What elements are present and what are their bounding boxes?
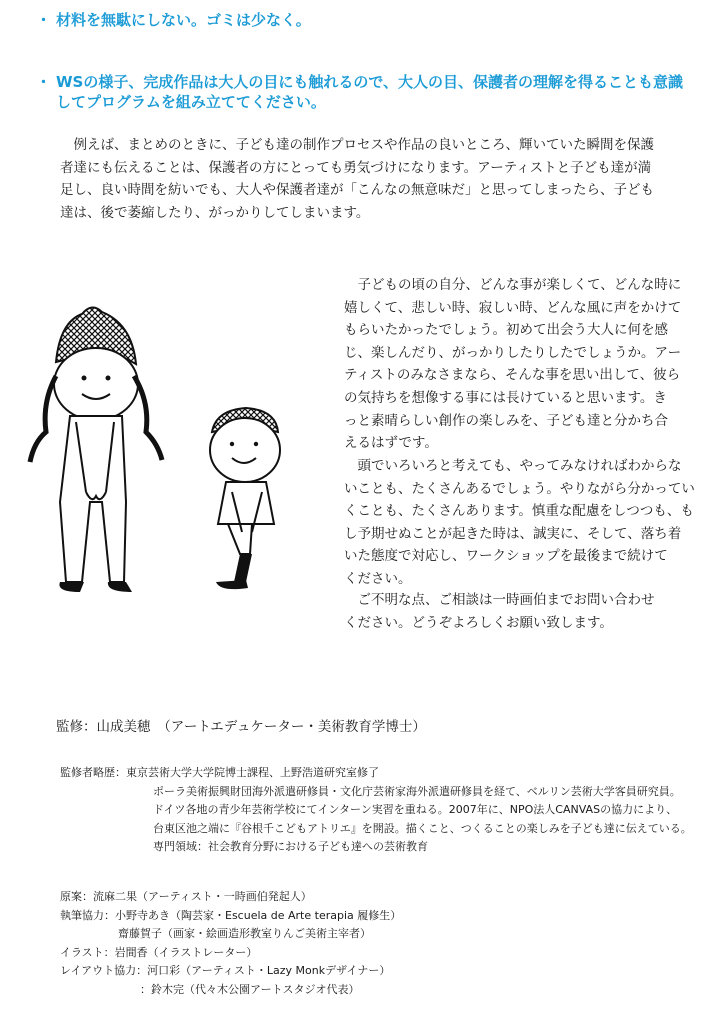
paragraph-line: もらいたかったでしょう。初めて出会う大人に何を感 bbox=[344, 322, 668, 339]
paragraph-line: えるはずです。 bbox=[344, 435, 438, 452]
credit-line: イラスト：岩間香（イラストレーター） bbox=[60, 945, 258, 959]
bullet-no-waste bbox=[36, 10, 696, 30]
paragraph-line: ご不明な点、ご相談は一時画伯までお問い合わせ bbox=[344, 592, 655, 608]
bullet-mark: ・ bbox=[36, 11, 52, 29]
paragraph-line: 子どもの頃の自分、どんな事が楽しくて、どんな時に bbox=[344, 277, 682, 293]
paragraph-line: くことも、たくさんあります。慎重な配慮をしつつも、も bbox=[344, 503, 694, 520]
credits-list bbox=[60, 888, 710, 999]
credit-line: レイアウト協力：河口彩（アーティスト・Lazy Monkデザイナー） bbox=[60, 964, 391, 977]
credit-line: 原案：流麻二果（アーティスト・一時画伯発起人） bbox=[60, 890, 312, 903]
try-it-paragraph bbox=[344, 455, 704, 591]
paragraph-line: し予期せぬことが起きた時は、誠実に、そして、落ち着 bbox=[344, 525, 682, 542]
credit-line: 齋藤賀子（画家・絵画造形教室りんご美術主宰者） bbox=[118, 927, 371, 940]
profile-line: 監修者略歴：東京芸術大学大学院博士課程、上野浩道研究室修了 bbox=[60, 766, 379, 779]
paragraph-line: 達は、後で萎縮したり、がっかりしてしまいます。 bbox=[60, 204, 370, 221]
paragraph-line: 頭でいろいろと考えても、やってみなければわからな bbox=[344, 458, 682, 474]
credit-line: ：鈴木完（代々木公園アートスタジオ代表） bbox=[140, 982, 360, 996]
supervisor-line: 監修：山成美穂 （アートエデュケーター・美術教育学博士） bbox=[56, 719, 426, 735]
paragraph-line: 者達にも伝えることは、保護者の方にとっても勇気づけになります。アーティストと子ども達が満 bbox=[60, 159, 652, 176]
paragraph-line: っと素晴らしい創作の楽しみを、子ども達と分かち合 bbox=[344, 412, 668, 429]
paragraph-line: 足し、良い時間を紡いでも、大人や保護者達が「こんなの無意味だ」と思ってしまったら、子ども bbox=[60, 182, 654, 199]
profile-line: ドイツ各地の青少年芸術学校にてインターン実習を重ねる。2007年に、NPO法人CANVASの協力により、 bbox=[153, 803, 678, 816]
bullet-text: WSの様子、完成作品は大人の目にも触れるので、大人の目、保護者の理解を得ることも意識してプログラムを組み立ててください。 bbox=[56, 73, 684, 111]
contact-paragraph bbox=[344, 589, 704, 634]
paragraph-line: 例えば、まとめのときに、子ども達の制作プロセスや作品の良いところ、輝いていた瞬間を保護 bbox=[60, 137, 654, 153]
bullet-adult-understanding bbox=[36, 72, 696, 112]
profile-line: ポーラ美術振興財団海外派遣研修員・文化庁芸術家海外派遣研修員を経て、ベルリン芸術大学客員研究員。 bbox=[153, 784, 681, 798]
paragraph-line: いた態度で対応し、ワークショップを最後まで続けて bbox=[344, 548, 668, 565]
paragraph-line: じ、楽しんだり、がっかりしたりしたでしょうか。アー bbox=[344, 344, 682, 361]
paragraph-line: ください。 bbox=[344, 570, 412, 587]
paragraph-line: 嬉しくて、悲しい時、寂しい時、どんな風に声をかけて bbox=[344, 299, 682, 316]
profile-line: 専門領域：社会教育分野における子ども達への芸術教育 bbox=[153, 840, 428, 853]
paragraph-line: ください。どうぞよろしくお願い致します。 bbox=[344, 614, 613, 631]
paragraph-line: ティストのみなさまなら、そんな事を思い出して、彼ら bbox=[344, 367, 681, 384]
paragraph-line: いことも、たくさんあるでしょう。やりながら分かってい bbox=[344, 480, 695, 497]
bullet-mark: ・ bbox=[36, 73, 52, 91]
example-paragraph bbox=[60, 134, 690, 224]
bullet-text: 材料を無駄にしない。ゴミは少なく。 bbox=[56, 11, 311, 29]
childhood-paragraph bbox=[344, 274, 704, 455]
adult-and-child-bowing-illustration bbox=[20, 292, 320, 612]
credit-line: 執筆協力：小野寺あき（陶芸家・Escuela de Arte terapia 履修生） bbox=[60, 908, 402, 922]
supervisor-profile bbox=[60, 764, 710, 857]
profile-line: 台東区池之端に『谷根千こどもアトリエ』を開設。描くこと、つくることの楽しみを子ども達に伝えている。 bbox=[153, 821, 692, 835]
paragraph-line: の気持ちを想像する事には長けていると思います。き bbox=[344, 389, 667, 406]
